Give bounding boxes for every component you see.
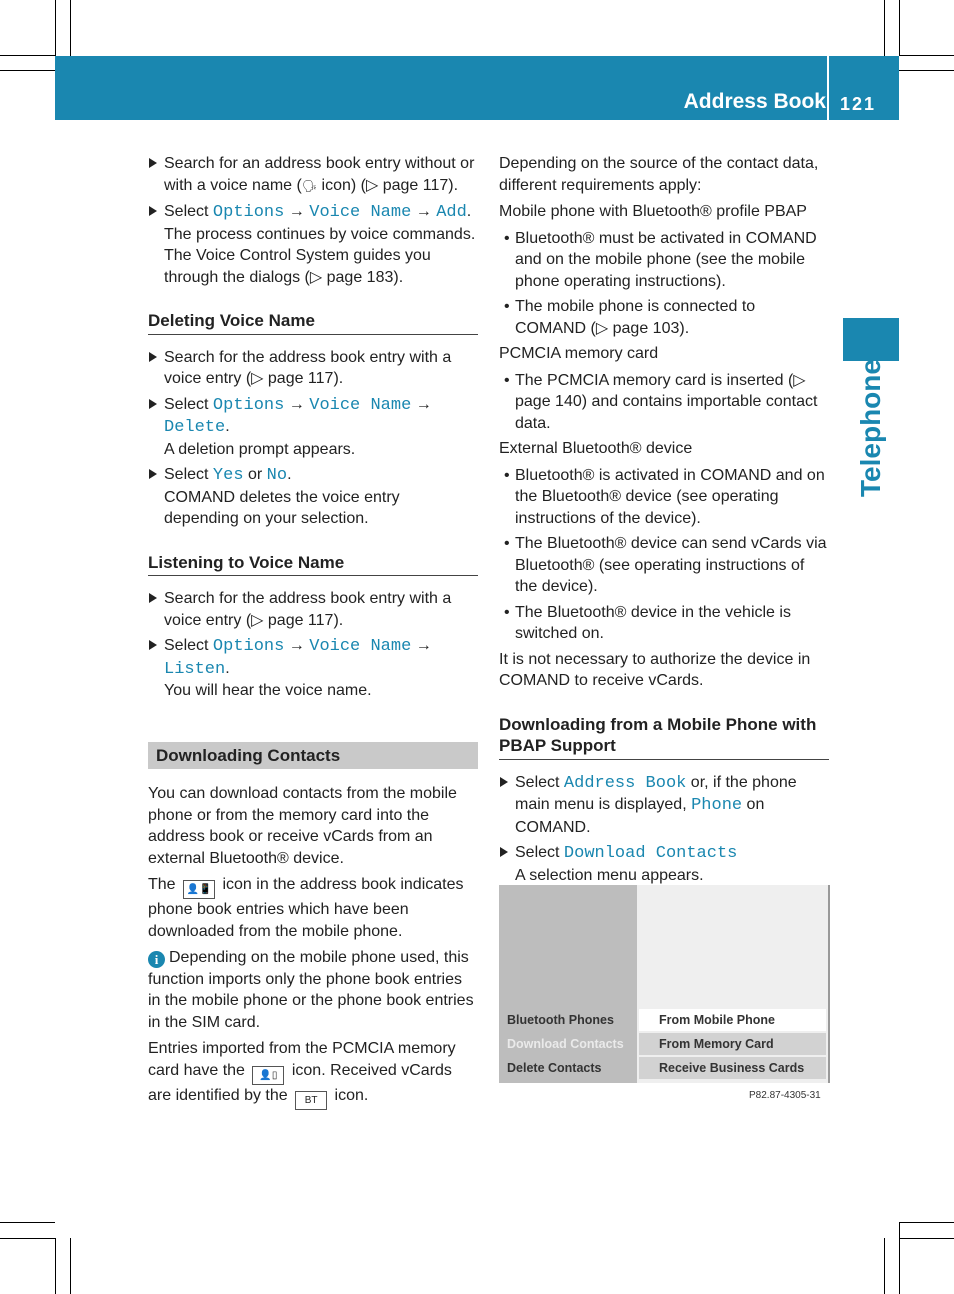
crop-mark xyxy=(0,55,55,56)
step-text: Select xyxy=(515,844,564,861)
step-text: or xyxy=(243,466,267,483)
step-result: A deletion prompt appears. xyxy=(164,440,356,458)
arrow: → xyxy=(415,395,432,413)
arrow: → xyxy=(415,203,432,220)
para-text: icon. xyxy=(330,1086,369,1104)
step-result: The process continues by voice commands. The Voice Control System guides you through the dialogs (▷ page 183). xyxy=(164,225,476,286)
menu-item-delete-contacts: Delete Contacts xyxy=(507,1061,602,1075)
side-tab-label: Telephone xyxy=(855,359,886,497)
crop-mark xyxy=(70,0,71,56)
step-result: You will hear the voice name. xyxy=(164,682,372,699)
step-text: or, if the phone main menu is displayed, xyxy=(515,773,797,813)
memory-card-entry-icon: 👤▯ xyxy=(252,1066,284,1085)
paragraph: External Bluetooth® device xyxy=(499,440,693,457)
instruction-step: Select Options → Voice Name → Listen. You will hear the voice name. xyxy=(148,635,478,702)
step-text: Select xyxy=(164,466,213,483)
bullet-item: • The PCMCIA memory card is inserted (▷ page 140) and contains importable contact data. xyxy=(499,370,829,435)
arrow: → xyxy=(288,395,305,413)
menu-no: No xyxy=(266,466,288,485)
bullet-item: • Bluetooth® is activated in COMAND and on the Bluetooth® device (see operating instructions of the device). xyxy=(499,465,829,530)
step-text: Select xyxy=(515,773,564,791)
step-result: A selection menu appears. xyxy=(515,866,704,884)
step-text: Search for the address book entry with a voice entry (▷ page 117). xyxy=(164,590,452,629)
step-text: Select xyxy=(164,395,213,413)
crop-mark xyxy=(70,1238,71,1294)
crop-mark xyxy=(899,70,954,71)
crop-mark xyxy=(884,0,885,56)
crop-mark xyxy=(0,1222,55,1223)
crop-mark xyxy=(884,1238,885,1294)
para-text: icon. Received vCards are identified by the xyxy=(148,1061,452,1104)
instruction-step xyxy=(499,842,829,886)
menu-options: Options xyxy=(212,395,285,415)
page-number: 121 xyxy=(840,94,877,114)
menu-item-download-contacts: Download Contacts xyxy=(507,1037,624,1051)
menu-download-contacts: Download Contacts xyxy=(563,844,738,863)
step-text: icon) (▷ page 117). xyxy=(317,176,459,194)
paragraph: PCMCIA memory card xyxy=(499,345,659,362)
screen-left-menu xyxy=(499,885,637,1083)
menu-voice-name: Voice Name xyxy=(309,203,412,222)
arrow: → xyxy=(415,637,432,654)
para-text: Entries imported from the PCMCIA memory card have the xyxy=(148,1040,456,1079)
menu-add: Add xyxy=(436,203,467,222)
header-divider xyxy=(827,56,829,120)
submenu-from-mobile-phone: From Mobile Phone xyxy=(639,1009,826,1031)
menu-voice-name: Voice Name xyxy=(309,395,412,415)
paragraph xyxy=(148,1038,478,1110)
step-text: on COMAND. xyxy=(515,796,765,836)
paragraph: Mobile phone with Bluetooth® profile PBAP xyxy=(499,203,807,220)
left-column xyxy=(148,153,478,1115)
info-note xyxy=(148,947,478,1033)
right-column xyxy=(499,153,829,890)
crop-mark xyxy=(899,55,954,56)
crop-mark xyxy=(0,1238,55,1239)
menu-delete: Delete xyxy=(164,418,226,437)
arrow: → xyxy=(288,637,305,654)
para-text: The xyxy=(148,876,181,893)
instruction-step: Select Options → Voice Name → Add. The process continues by voice commands. The Voice Control System guides you through the dialogs (▷ page 183). xyxy=(148,201,478,288)
para-text: icon in the address book indicates phone book entries which have been downloaded from the mobile phone. xyxy=(148,876,464,940)
info-text: Depending on the mobile phone used, this function imports only the phone book entries in the mobile phone or the phone book entries in the SIM card. xyxy=(148,949,474,1031)
step-text: Search for the address book entry with a voice entry (▷ page 117). xyxy=(164,348,452,387)
figure-reference: P82.87-4305-31 xyxy=(749,1090,821,1101)
info-icon: i xyxy=(148,951,165,968)
section-heading-listen: Listening to Voice Name xyxy=(148,552,478,577)
instruction-step xyxy=(148,347,478,390)
section-heading-download: Downloading Contacts xyxy=(148,742,478,770)
paragraph xyxy=(148,874,478,942)
crop-mark xyxy=(0,70,55,71)
crop-mark xyxy=(899,0,900,56)
voice-name-icon: 🗣 xyxy=(301,178,318,193)
section-heading-pbap: Downloading from a Mobile Phone with PBAP Support xyxy=(499,714,829,760)
step-result: COMAND deletes the voice entry depending on your selection. xyxy=(164,488,400,527)
menu-phone: Phone xyxy=(691,796,743,815)
crop-mark xyxy=(55,0,56,56)
menu-address-book: Address Book xyxy=(563,773,687,793)
instruction-step: Select Yes or No. COMAND deletes the voice entry depending on your selection. xyxy=(148,464,478,530)
bullet-item: • The mobile phone is connected to COMAND (▷ page 103). xyxy=(499,296,829,339)
comand-screen-figure xyxy=(499,885,830,1083)
bt-label: BT xyxy=(304,1094,318,1106)
crop-mark xyxy=(899,1222,900,1294)
instruction-step xyxy=(148,153,478,197)
menu-options: Options xyxy=(212,637,285,656)
crop-mark xyxy=(899,1238,954,1239)
instruction-step: Select Options → Voice Name → Delete. A deletion prompt appears. xyxy=(148,394,478,461)
crop-mark xyxy=(55,1238,56,1294)
arrow: → xyxy=(288,203,305,220)
crop-mark xyxy=(899,1222,954,1223)
step-text: Select xyxy=(164,203,213,220)
instruction-step xyxy=(499,772,829,839)
step-text: Search for an address book entry without or with a voice name ( xyxy=(164,155,475,194)
bullet-item: • Bluetooth® must be activated in COMAND and on the mobile phone (see the mobile phone operating instructions). xyxy=(499,228,829,293)
menu-options: Options xyxy=(212,203,285,222)
submenu-receive-business-cards: Receive Business Cards xyxy=(639,1057,826,1079)
instruction-step xyxy=(148,588,478,631)
step-text: Select xyxy=(164,637,213,654)
menu-item-bluetooth-phones: Bluetooth Phones xyxy=(507,1013,614,1027)
bluetooth-entry-icon xyxy=(295,1091,327,1110)
bullet-item: • The Bluetooth® device can send vCards via Bluetooth® (see operating instructions of the device). xyxy=(499,533,829,598)
paragraph: Depending on the source of the contact data, different requirements apply: xyxy=(499,155,819,194)
paragraph: It is not necessary to authorize the device in COMAND to receive vCards. xyxy=(499,650,811,689)
page-title: Address Book xyxy=(683,90,826,113)
mobile-phone-entry-icon: 👤📱 xyxy=(183,880,215,899)
bullet-item: • The Bluetooth® device in the vehicle is switched on. xyxy=(499,602,829,645)
submenu-from-memory-card: From Memory Card xyxy=(639,1033,826,1055)
paragraph: You can download contacts from the mobile phone or from the memory card into the address book or receive vCards from an external Bluetooth® device. xyxy=(148,785,457,867)
section-heading-delete: Deleting Voice Name xyxy=(148,310,478,335)
menu-voice-name: Voice Name xyxy=(309,637,412,656)
side-tab xyxy=(843,318,899,361)
menu-yes: Yes xyxy=(212,466,244,485)
menu-listen: Listen xyxy=(164,659,226,679)
